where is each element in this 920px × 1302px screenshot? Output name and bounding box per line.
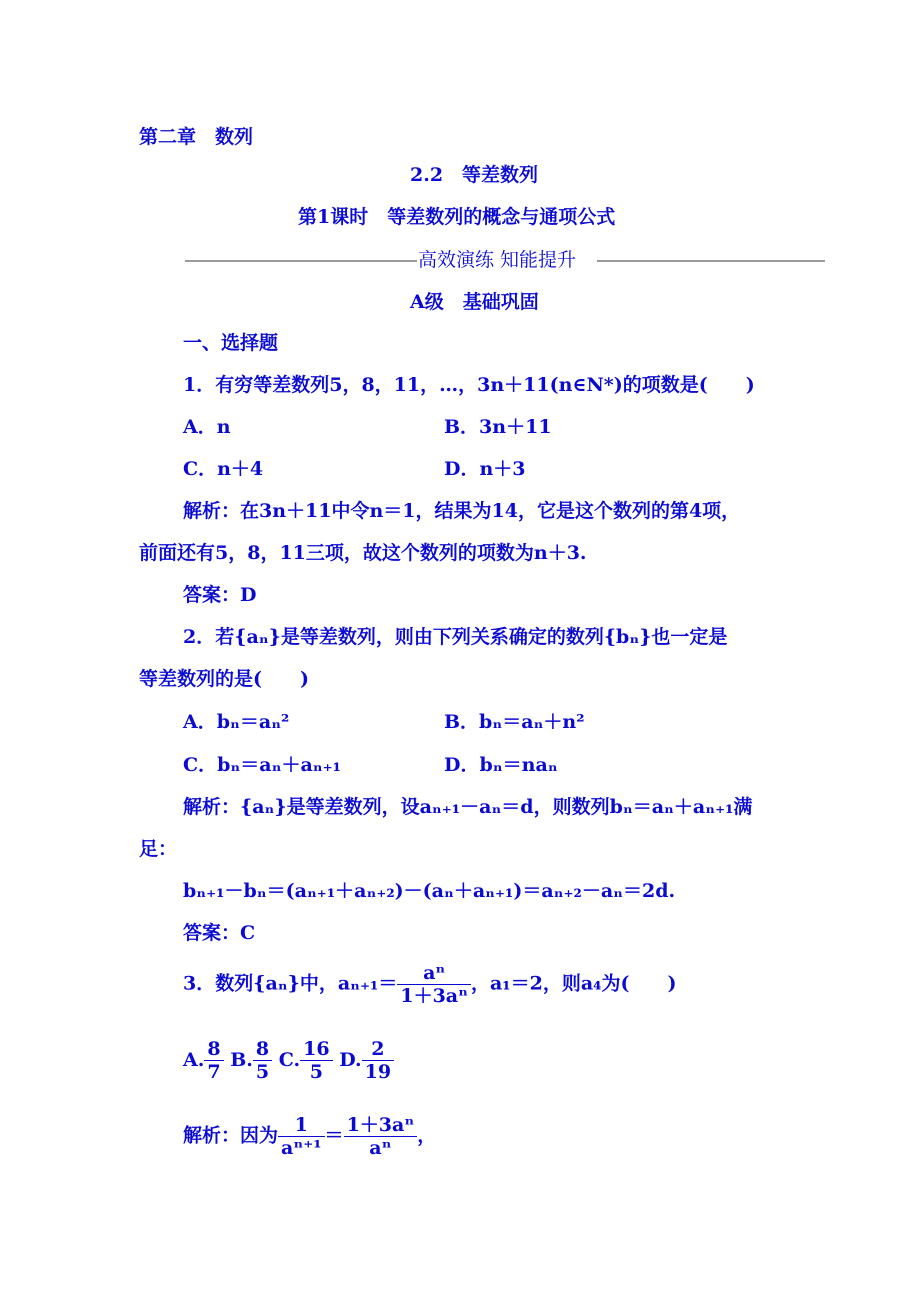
banner-rule-left [185, 260, 417, 262]
part-title: 一、选择题 [183, 332, 279, 354]
q1-option-c: C．n＋4 [183, 458, 264, 480]
q3-explain-rhs-num: 1＋3aⁿ [346, 1114, 415, 1136]
q3-option-a-fraction [204, 1038, 223, 1083]
q3-explain-lhs-num: 1 [294, 1114, 308, 1136]
q2-stem-line2: 等差数列的是( ) [139, 668, 309, 690]
q3-option-c [278, 1038, 333, 1083]
q3-stem [183, 962, 676, 1007]
q3-option-c-den: 5 [300, 1060, 332, 1083]
q3-stem-suffix: ，a₁＝2，则a₄为( ) [470, 972, 677, 995]
q3-option-d [339, 1038, 394, 1083]
chapter-title: 第二章 数列 [139, 126, 254, 148]
section-title: 2.2 等差数列 [410, 164, 539, 186]
q2-answer: 答案：C [183, 922, 256, 944]
q3-option-b [230, 1038, 272, 1083]
q1-explain-line2: 前面还有5，8，11三项，故这个数列的项数为n＋3. [139, 542, 587, 564]
banner-text: 高效演练 知能提升 [418, 249, 577, 271]
q2-option-b: B．bₙ＝aₙ＋n² [444, 711, 585, 733]
q1-stem: 1．有穷等差数列5，8，11，…，3n＋11(n∈N*)的项数是( ) [183, 374, 755, 396]
q3-explain-lhs [278, 1114, 325, 1159]
q3-option-b-num: 8 [255, 1038, 270, 1060]
q3-stem-fraction-num: aⁿ [423, 962, 446, 984]
q3-option-a-label: A. [183, 1048, 205, 1071]
q3-option-a-num: 8 [207, 1038, 221, 1060]
q2-option-a: A．bₙ＝aₙ² [183, 711, 290, 733]
q3-option-a [183, 1038, 224, 1083]
q3-explain-suffix: ， [417, 1124, 437, 1147]
q3-explain-rhs [344, 1114, 418, 1159]
q2-explain-line2: 足： [139, 838, 178, 860]
q3-explain-equals: ＝ [324, 1124, 344, 1147]
level-title: A级 基础巩固 [410, 291, 539, 313]
q3-option-d-num: 2 [371, 1038, 385, 1060]
q3-option-d-den: 19 [362, 1060, 394, 1083]
q3-option-b-den: 5 [253, 1060, 272, 1083]
q2-stem-line1: 2．若{aₙ}是等差数列，则由下列关系确定的数列{bₙ}也一定是 [183, 626, 728, 648]
q2-explain-line3: bₙ₊₁－bₙ＝(aₙ₊₁＋aₙ₊₂)－(aₙ＋aₙ₊₁)＝aₙ₊₂－aₙ＝2d. [183, 880, 676, 902]
q3-option-b-label: B. [230, 1048, 253, 1071]
q3-explain [183, 1114, 436, 1159]
q3-stem-fraction-den: 1＋3aⁿ [397, 984, 471, 1007]
q1-option-d: D．n＋3 [444, 458, 526, 480]
q2-option-c: C．bₙ＝aₙ＋aₙ₊₁ [183, 754, 341, 776]
q3-option-a-den: 7 [204, 1060, 223, 1083]
q3-option-c-label: C. [278, 1048, 301, 1071]
q3-explain-rhs-den: aⁿ [344, 1136, 418, 1159]
q3-stem-fraction [397, 962, 471, 1007]
q3-option-b-fraction [253, 1038, 272, 1083]
lesson-title: 第1课时 等差数列的概念与通项公式 [298, 206, 616, 228]
q2-explain-line1: 解析：{aₙ}是等差数列，设aₙ₊₁－aₙ＝d，则数列bₙ＝aₙ＋aₙ₊₁满 [183, 796, 753, 818]
q1-explain-line1: 解析：在3n＋11中令n＝1，结果为14，它是这个数列的第4项， [183, 500, 741, 522]
q3-explain-lhs-den: aⁿ⁺¹ [278, 1136, 325, 1159]
q3-options [183, 1038, 394, 1083]
q1-option-a: A．n [183, 416, 231, 438]
q3-stem-prefix: 3．数列{aₙ}中，aₙ₊₁＝ [183, 972, 398, 995]
q1-option-b: B．3n＋11 [444, 416, 552, 438]
q3-explain-prefix: 解析：因为 [183, 1124, 279, 1147]
q3-option-c-num: 16 [303, 1038, 330, 1060]
q2-option-d: D．bₙ＝naₙ [444, 754, 558, 776]
q3-option-d-fraction [362, 1038, 394, 1083]
q1-answer: 答案：D [183, 584, 257, 606]
q3-option-d-label: D. [339, 1048, 362, 1071]
q3-option-c-fraction [300, 1038, 332, 1083]
banner-rule-right [597, 260, 825, 262]
